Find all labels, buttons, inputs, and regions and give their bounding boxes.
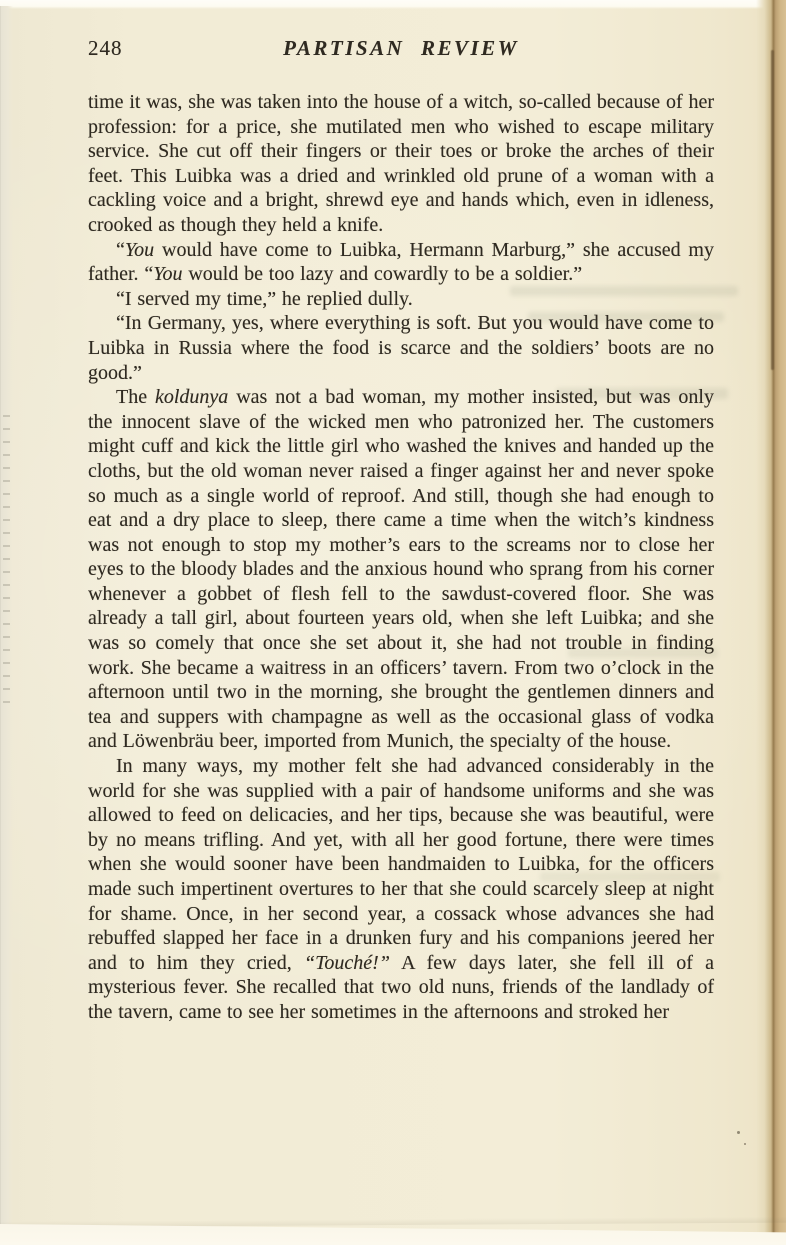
text-run: was not a bad woman, my mother insisted, but was only the innocent slave of the wicked men who patronized her. The customers might cuff and kick the little girl who washed the knives and handed up the cloths, but the old woman never raised a finger against her and never spoke so much as a single world of reproof. And still, though she had enough to eat and a dry place to sleep, there came a time when the witch’s kindness was not enough to stop my mother’s ears to the screams nor to close her eyes to the bloody blades and the anxious hound who sprang from his corner whenever a gobbet of flesh fell to the sawdust-covered floor. She was already a tall girl, about fourteen years old, when she left Luibka; and she was so comely that once she set about it, she had not trouble in finding work. She became a waitress in an officers’ tavern. From two o’clock in the afternoon until two in the morning, she brought the gentlemen dinners and tea and suppers with champagne as well as the occasional glass of vodka and Löwenbräu beer, imported from Munich, the specialty of the house. [88,386,714,753]
text-run: “ [116,238,125,261]
text-run: would have come to Luibka, Hermann Marburg,” she accused my father. “ [88,238,714,286]
paper-speck [744,1143,746,1145]
italic-text-run: koldunya [155,386,229,409]
paragraph [88,385,714,754]
text-run: The [116,386,155,409]
running-header [88,36,714,64]
binding-shadow-line [771,50,774,370]
italic-text-run: “Touché!” [304,951,390,974]
paragraph [88,754,714,1025]
body-text [88,90,714,1025]
text-run: A few days later, she fell ill of a mysterious fever. She recalled that two old nuns, friends of the landlady of the tavern, came to see her sometimes in the afternoons and stroked her [88,951,714,1023]
italic-text-run: You [124,238,155,261]
italic-text-run: You [153,263,183,286]
paragraph [88,311,714,385]
page-number: 248 [88,36,123,60]
paragraph [88,238,714,287]
paper-speck [737,1131,740,1134]
text-run: time it was, she was taken into the house of a witch, so-called because of her profession: for a price, she mutilated men who wished to escape military service. She cut off their fingers or their toes or broke the arches of their feet. This Luibka was a dried and wrinkled old prune of a woman with a cackling voice and a bright, shrewd eye and hands which, even in idleness, crooked as though they held a knife. [88,91,714,236]
text-run: would be too lazy and cowardly to be a soldier.” [182,263,583,286]
left-edge-marks [3,415,10,710]
journal-title: PARTISAN REVIEW [283,36,519,60]
page-content [88,36,714,1025]
paragraph [88,90,714,238]
page-top-edge [0,0,786,9]
text-run: “I served my time,” he replied dully. [116,287,413,310]
paragraph [88,287,714,312]
text-run: “In Germany, yes, where everything is soft. But you would have come to Luibka in Russia where the food is scarce and the soldiers’ boots are no good.” [88,312,714,384]
text-run: In many ways, my mother felt she had advanced considerably in the world for she was supplied with a pair of handsome uniforms and she was allowed to feed on delicacies, and her tips, because she was beautiful, were by no means trifling. And yet, with all her good fortune, there were times when she would sooner have been handmaiden to Luibka, for the officers made such impertinent overtures to her that she could scarcely sleep at night for shame. Once, in her second year, a cossack whose advances she had rebuffed slapped her face in a drunken fury and his companions jeered her and to him they cried, [88,755,714,974]
